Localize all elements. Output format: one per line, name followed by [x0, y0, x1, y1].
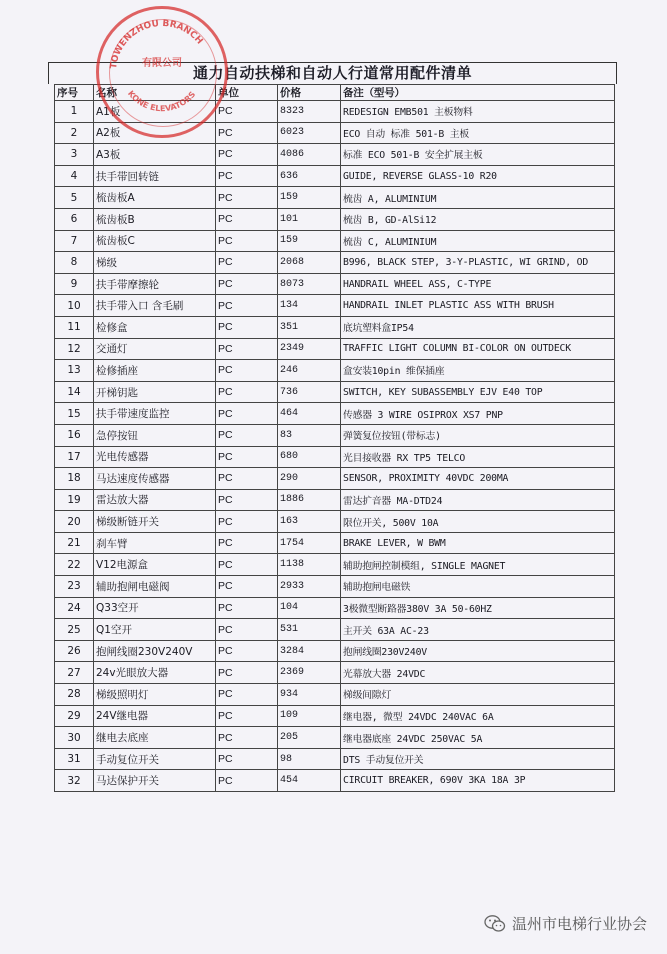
row-price: 1754	[278, 532, 341, 554]
row-name: 辅助抱闸电磁阀	[94, 576, 216, 598]
row-no: 9	[55, 273, 94, 295]
table-row	[55, 187, 615, 209]
row-name: 光电传感器	[94, 446, 216, 468]
row-remark: B996, BLACK STEP, 3-Y-PLASTIC, WI GRIND, OD	[341, 252, 615, 274]
row-unit: PC	[216, 230, 278, 252]
footer-brand-label: 温州市电梯行业协会	[511, 915, 647, 933]
row-remark: 盒安装10pin 维保插座	[341, 360, 615, 382]
row-no: 32	[55, 770, 94, 792]
row-no: 29	[55, 705, 94, 727]
row-no: 6	[55, 208, 94, 230]
row-unit: PC	[216, 468, 278, 490]
row-unit: PC	[216, 770, 278, 792]
table-row	[55, 424, 615, 446]
row-name: A3板	[94, 144, 216, 166]
row-no: 31	[55, 748, 94, 770]
row-unit: PC	[216, 165, 278, 187]
row-no: 22	[55, 554, 94, 576]
row-price: 8073	[278, 273, 341, 295]
row-remark: DTS 手动复位开关	[341, 748, 615, 770]
row-price: 1886	[278, 489, 341, 511]
row-remark: 梳齿 B, GD-AlSi12	[341, 208, 615, 230]
row-unit: PC	[216, 424, 278, 446]
table-row	[55, 446, 615, 468]
row-price: 680	[278, 446, 341, 468]
row-no: 26	[55, 640, 94, 662]
row-no: 8	[55, 252, 94, 274]
row-price: 6023	[278, 122, 341, 144]
row-name: A1板	[94, 101, 216, 123]
row-remark: 主开关 63A AC-23	[341, 619, 615, 641]
row-name: 梯级照明灯	[94, 684, 216, 706]
row-remark: 光目接收器 RX TP5 TELCO	[341, 446, 615, 468]
row-price: 2349	[278, 338, 341, 360]
row-unit: PC	[216, 619, 278, 641]
row-price: 454	[278, 770, 341, 792]
row-remark: HANDRAIL INLET PLASTIC ASS WITH BRUSH	[341, 295, 615, 317]
row-unit: PC	[216, 684, 278, 706]
row-price: 83	[278, 424, 341, 446]
table-body	[55, 101, 615, 792]
row-remark: 梳齿 C, ALUMINIUM	[341, 230, 615, 252]
row-name: 马达速度传感器	[94, 468, 216, 490]
table-row	[55, 554, 615, 576]
row-price: 464	[278, 403, 341, 425]
row-unit: PC	[216, 705, 278, 727]
row-name: 扶手带入口 含毛刷	[94, 295, 216, 317]
table-row	[55, 511, 615, 533]
table-row	[55, 597, 615, 619]
row-name: 继电去底座	[94, 727, 216, 749]
row-price: 4086	[278, 144, 341, 166]
document-title: 通力自动扶梯和自动人行道常用配件清单	[48, 62, 617, 84]
row-no: 2	[55, 122, 94, 144]
row-price: 2369	[278, 662, 341, 684]
row-remark: 光幕放大器 24VDC	[341, 662, 615, 684]
footer-brand[interactable]	[484, 913, 647, 934]
row-remark: REDESIGN EMB501 主板物料	[341, 101, 615, 123]
header-no: 序号	[55, 85, 94, 101]
table-row	[55, 619, 615, 641]
row-no: 27	[55, 662, 94, 684]
row-price: 3284	[278, 640, 341, 662]
row-price: 109	[278, 705, 341, 727]
row-name: Q1空开	[94, 619, 216, 641]
row-no: 28	[55, 684, 94, 706]
row-unit: PC	[216, 727, 278, 749]
row-price: 1138	[278, 554, 341, 576]
row-unit: PC	[216, 316, 278, 338]
row-no: 24	[55, 597, 94, 619]
row-price: 934	[278, 684, 341, 706]
row-price: 134	[278, 295, 341, 317]
row-unit: PC	[216, 640, 278, 662]
row-price: 163	[278, 511, 341, 533]
header-unit: 单位	[216, 85, 278, 101]
row-name: 扶手带摩擦轮	[94, 273, 216, 295]
table-row	[55, 640, 615, 662]
table-row	[55, 727, 615, 749]
row-no: 1	[55, 101, 94, 123]
table-row	[55, 360, 615, 382]
row-name: 扶手带回转链	[94, 165, 216, 187]
row-unit: PC	[216, 381, 278, 403]
row-unit: PC	[216, 187, 278, 209]
row-remark: 继电器, 微型 24VDC 240VAC 6A	[341, 705, 615, 727]
table-row	[55, 403, 615, 425]
row-no: 11	[55, 316, 94, 338]
row-name: 梯级	[94, 252, 216, 274]
row-remark: 继电器底座 24VDC 250VAC 5A	[341, 727, 615, 749]
row-name: 急停按钮	[94, 424, 216, 446]
row-no: 21	[55, 532, 94, 554]
row-remark: 雷达扩音器 MA-DTD24	[341, 489, 615, 511]
row-name: 梯级断链开关	[94, 511, 216, 533]
row-no: 10	[55, 295, 94, 317]
row-price: 290	[278, 468, 341, 490]
row-no: 30	[55, 727, 94, 749]
row-no: 23	[55, 576, 94, 598]
row-name: 检修盒	[94, 316, 216, 338]
row-no: 7	[55, 230, 94, 252]
row-price: 104	[278, 597, 341, 619]
table-row	[55, 338, 615, 360]
row-price: 636	[278, 165, 341, 187]
header-name: 名称	[94, 85, 216, 101]
row-no: 20	[55, 511, 94, 533]
table-row	[55, 489, 615, 511]
row-remark: 抱闸线圈230V240V	[341, 640, 615, 662]
row-name: 手动复位开关	[94, 748, 216, 770]
row-no: 25	[55, 619, 94, 641]
row-name: 抱闸线圈230V240V	[94, 640, 216, 662]
row-name: A2板	[94, 122, 216, 144]
row-remark: CIRCUIT BREAKER, 690V 3KA 18A 3P	[341, 770, 615, 792]
row-price: 351	[278, 316, 341, 338]
row-unit: PC	[216, 122, 278, 144]
row-unit: PC	[216, 273, 278, 295]
table-row	[55, 770, 615, 792]
row-remark: SWITCH, KEY SUBASSEMBLY EJV E40 TOP	[341, 381, 615, 403]
row-price: 205	[278, 727, 341, 749]
wechat-icon	[484, 914, 506, 934]
row-unit: PC	[216, 295, 278, 317]
table-row	[55, 705, 615, 727]
row-remark: BRAKE LEVER, W BWM	[341, 532, 615, 554]
row-name: 雷达放大器	[94, 489, 216, 511]
row-name: 马达保护开关	[94, 770, 216, 792]
row-name: 刹车臂	[94, 532, 216, 554]
seal-outer-text: TOWENZHOU BRANCH	[109, 18, 205, 70]
row-name: 24V继电器	[94, 705, 216, 727]
row-price: 159	[278, 187, 341, 209]
row-name: 开梯钥匙	[94, 381, 216, 403]
row-name: 扶手带速度监控	[94, 403, 216, 425]
row-unit: PC	[216, 144, 278, 166]
row-remark: 传感器 3 WIRE OSIPROX XS7 PNP	[341, 403, 615, 425]
row-price: 246	[278, 360, 341, 382]
row-no: 3	[55, 144, 94, 166]
row-remark: GUIDE, REVERSE GLASS-10 R20	[341, 165, 615, 187]
table-row	[55, 165, 615, 187]
header-price: 价格	[278, 85, 341, 101]
row-price: 98	[278, 748, 341, 770]
parts-table	[54, 84, 615, 792]
row-price: 101	[278, 208, 341, 230]
row-remark: TRAFFIC LIGHT COLUMN BI-COLOR ON OUTDECK	[341, 338, 615, 360]
row-remark: 限位开关, 500V 10A	[341, 511, 615, 533]
row-remark: SENSOR, PROXIMITY 40VDC 200MA	[341, 468, 615, 490]
row-name: 检修插座	[94, 360, 216, 382]
seal-chinese-text: 有限公司	[142, 58, 182, 69]
row-remark: 标准 ECO 501-B 安全扩展主板	[341, 144, 615, 166]
table-row	[55, 208, 615, 230]
row-name: V12电源盒	[94, 554, 216, 576]
row-price: 159	[278, 230, 341, 252]
row-no: 4	[55, 165, 94, 187]
row-price: 8323	[278, 101, 341, 123]
row-no: 12	[55, 338, 94, 360]
row-price: 531	[278, 619, 341, 641]
row-unit: PC	[216, 532, 278, 554]
row-no: 5	[55, 187, 94, 209]
row-name: 梳齿板B	[94, 208, 216, 230]
row-unit: PC	[216, 101, 278, 123]
row-price: 2068	[278, 252, 341, 274]
header-remark: 备注（型号）	[341, 85, 615, 101]
row-no: 15	[55, 403, 94, 425]
row-name: 梳齿板C	[94, 230, 216, 252]
row-unit: PC	[216, 662, 278, 684]
row-unit: PC	[216, 511, 278, 533]
seal-bottom-text: KONE ELEVATORS	[125, 88, 198, 114]
row-remark: 辅助抱闸电磁铁	[341, 576, 615, 598]
row-no: 16	[55, 424, 94, 446]
table-row	[55, 576, 615, 598]
row-remark: 底坑塑料盒IP54	[341, 316, 615, 338]
row-unit: PC	[216, 554, 278, 576]
row-price: 2933	[278, 576, 341, 598]
table-row	[55, 252, 615, 274]
row-unit: PC	[216, 446, 278, 468]
row-remark: ECO 自动 标准 501-B 主板	[341, 122, 615, 144]
row-unit: PC	[216, 748, 278, 770]
row-remark: 梳齿 A, ALUMINIUM	[341, 187, 615, 209]
row-no: 19	[55, 489, 94, 511]
table-row	[55, 316, 615, 338]
row-unit: PC	[216, 403, 278, 425]
table-row	[55, 684, 615, 706]
row-no: 13	[55, 360, 94, 382]
row-unit: PC	[216, 597, 278, 619]
row-remark: 辅助抱闸控制模组, SINGLE MAGNET	[341, 554, 615, 576]
row-name: 24v光眼放大器	[94, 662, 216, 684]
row-unit: PC	[216, 208, 278, 230]
row-no: 14	[55, 381, 94, 403]
table-row	[55, 381, 615, 403]
row-unit: PC	[216, 338, 278, 360]
table-row	[55, 295, 615, 317]
row-unit: PC	[216, 360, 278, 382]
row-no: 17	[55, 446, 94, 468]
row-remark: 弹簧复位按钮(带标志)	[341, 424, 615, 446]
table-row	[55, 122, 615, 144]
row-name: Q33空开	[94, 597, 216, 619]
table-row	[55, 101, 615, 123]
table-row	[55, 230, 615, 252]
row-remark: 梯级间隙灯	[341, 684, 615, 706]
row-unit: PC	[216, 252, 278, 274]
table-row	[55, 532, 615, 554]
row-unit: PC	[216, 576, 278, 598]
table-row	[55, 662, 615, 684]
row-unit: PC	[216, 489, 278, 511]
row-name: 交通灯	[94, 338, 216, 360]
table-row	[55, 748, 615, 770]
row-no: 18	[55, 468, 94, 490]
row-price: 736	[278, 381, 341, 403]
table-row	[55, 468, 615, 490]
row-remark: HANDRAIL WHEEL ASS, C-TYPE	[341, 273, 615, 295]
row-remark: 3极微型断路器380V 3A 50-60HZ	[341, 597, 615, 619]
table-row	[55, 144, 615, 166]
table-row	[55, 273, 615, 295]
table-header-row	[55, 85, 615, 101]
row-name: 梳齿板A	[94, 187, 216, 209]
